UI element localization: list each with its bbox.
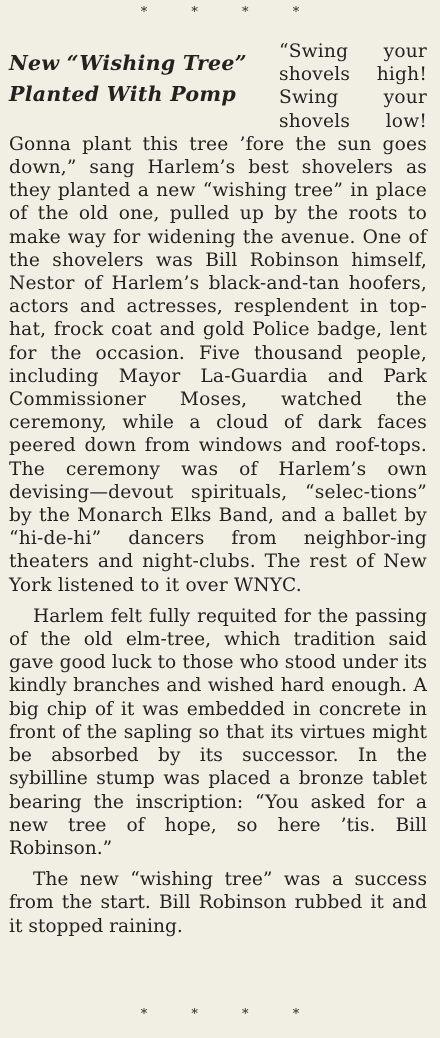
headline-line-2: Planted With Pomp	[9, 82, 236, 106]
ornament-bottom: * * * *	[140, 1007, 320, 1022]
headline	[9, 48, 267, 110]
ornament-top: * * * *	[140, 5, 320, 20]
paragraph-2: Harlem felt fully requited for the passing of the old elm-tree, which tradition said gave good luck to those who stood under its kindly branches and wished hard enough. A big chip of it was embedded in concrete in front of the sapling so that its virtues might be absorbed by its successor. In the sybilline stump was placed a bronze tablet bearing the inscription: “You asked for a new tree of hope, so here ’tis. Bill Robinson.”	[9, 605, 427, 859]
paragraph-3: The new “wishing tree” was a success from the start. Bill Robinson rubbed it and it stopped raining.	[9, 869, 427, 937]
headline-line-1: New “Wishing Tree”	[9, 51, 247, 75]
article	[9, 40, 427, 938]
paragraph-1: “Swing your shovels high! Swing your shovels low! Gonna plant this tree ’fore the sun goes down,” sang Harlem’s best shovelers as they planted a new “wishing tree” in place of the old one, pulled up by the roots to make way for widening the avenue. One of the shovelers was Bill Robinson himself, Nestor of Harlem’s black-and-tan hoofers, actors and actresses, resplendent in top-hat, frock coat and gold Police badge, lent for the occasion. Five thousand people, including Mayor La-Guardia and Park Commissioner Moses, watched the ceremony, while a cloud of dark faces peered down from windows and roof-tops. The ceremony was of Harlem’s own devising—devout spirituals, “selec-tions” by the Monarch Elks Band, and a ballet by “hi-de-hi” dancers from neighbor-ing theaters and night-clubs. The rest of New York listened to it over WNYC.	[9, 41, 427, 596]
